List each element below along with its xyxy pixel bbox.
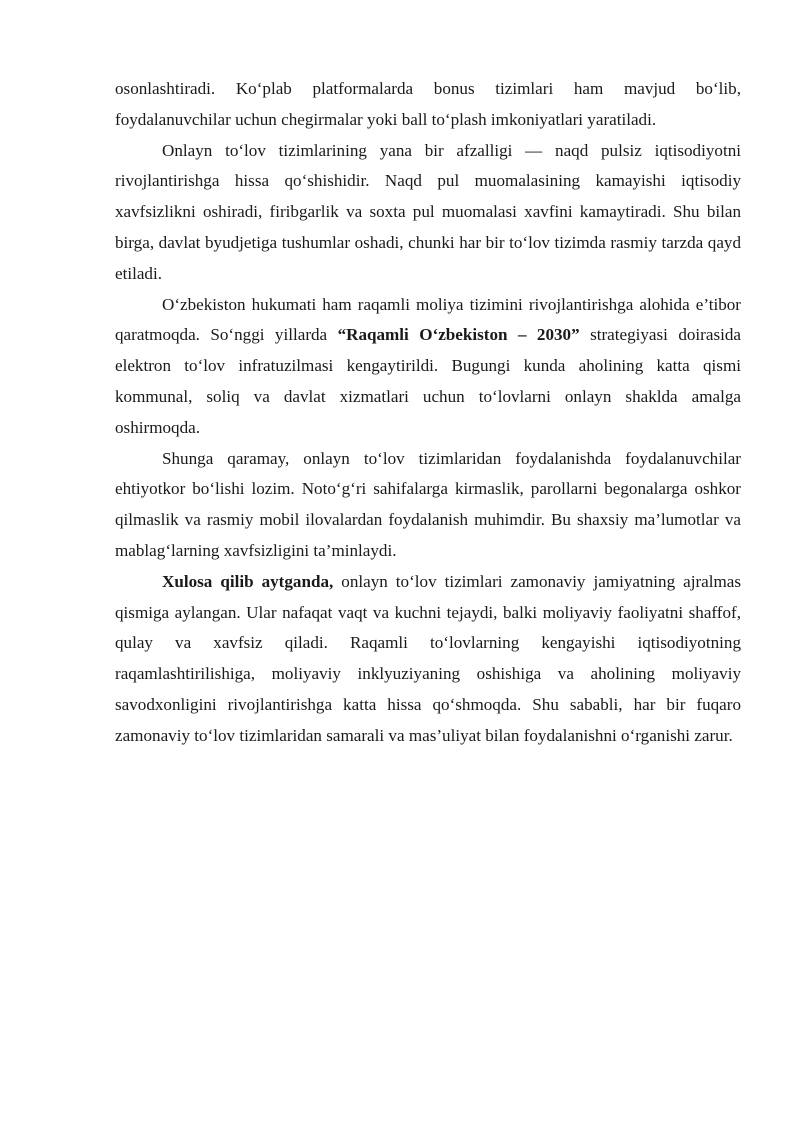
paragraph-bonus-systems — [115, 74, 741, 136]
paragraph-text-after: onlayn to‘lov tizimlari zamonaviy jamiyatning ajralmas qismiga aylangan. Ular nafaqat vaqt va kuchni tejaydi, balki moliyaviy faoliyatni shaffof, qulay va xavfsiz qiladi. Raqamli to‘lovlarning kengayishi iqtisodiyotning raqamlashtirilishiga, moliyaviy inklyuziyaning oshishiga va aholining moliyaviy savodxonligini rivojlantirishga katta hissa qo‘shmoqda. Shu sababli, har bir fuqaro zamonaviy to‘lov tizimlaridan samarali va mas’uliyat bilan foydalanishni o‘rganishi zarur. — [115, 571, 742, 745]
paragraph-user-caution — [115, 444, 741, 567]
strategy-name: “Raqamli O‘zbekiston – 2030” — [337, 325, 580, 345]
conclusion-lead: Xulosa qilib aytganda, — [162, 571, 334, 591]
paragraph-text-after: strategiyasi doirasida elektron to‘lov infratuzilmasi kengaytirildi. Bugungi kunda aholining katta qismi kommunal, soliq va davlat xizmatlari uchun to‘lovlarni onlayn shaklda amalga oshirmoqda. — [115, 325, 741, 437]
paragraph-text: Onlayn to‘lov tizimlarining yana bir afzalligi — naqd pulsiz iqtisodiyotni rivojlantirishga hissa qo‘shishidir. Naqd pul muomalasining kamayishi iqtisodiy xavfsizlikni oshiradi, firibgarlik va soxta pul muomalasi xavfini kamaytiradi. Shu bilan birga, davlat byudjetiga tushumlar oshadi, chunki har bir to‘lov tizimda rasmiy tarzda qayd etiladi. — [115, 140, 741, 283]
paragraph-text: osonlashtiradi. Ko‘plab platformalarda bonus tizimlari ham mavjud bo‘lib, foydalanuvchilar uchun chegirmalar yoki ball to‘plash imkoniyatlari yaratiladi. — [115, 79, 741, 129]
paragraph-text: Shunga qaramay, onlayn to‘lov tizimlaridan foydalanishda foydalanuvchilar ehtiyotkor bo‘lishi lozim. Noto‘g‘ri sahifalarga kirmaslik, parollarni begonalarga oshkor qilmaslik va rasmiy mobil ilovalardan foydalanish muhimdir. Bu shaxsiy ma’lumotlar va mablag‘larning xavfsizligini ta’minlaydi. — [115, 448, 741, 560]
paragraph-text-before: O‘zbekiston hukumati ham raqamli moliya tizimini rivojlantirishga alohida e’tibor qaratmoqda. So‘nggi yillarda — [115, 294, 741, 345]
paragraph-cashless-economy — [115, 136, 741, 290]
document-page — [115, 74, 741, 752]
paragraph-digital-uzbekistan — [115, 290, 741, 444]
paragraph-conclusion — [115, 567, 741, 752]
